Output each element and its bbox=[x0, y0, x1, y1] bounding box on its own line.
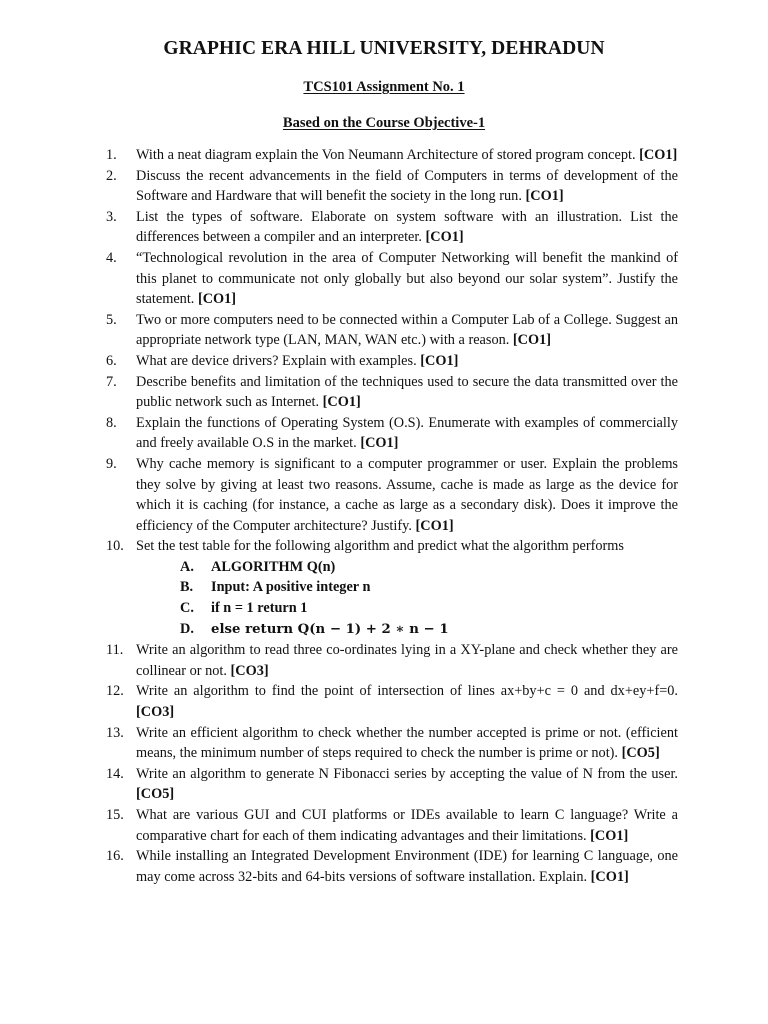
question-item bbox=[106, 166, 678, 207]
course-outcome-tag: [CO3] bbox=[136, 704, 175, 721]
question-text: Write an efficient algorithm to check whether the number accepted is prime or not. (efficient means, the minimum number of steps required to check the number is prime or not). bbox=[136, 724, 678, 762]
question-number: 13. bbox=[106, 724, 124, 741]
question-number: 1. bbox=[106, 147, 117, 163]
question-text: “Technological revolution in the area of Computer Networking will benefit the mankind of this planet to communicate not only globally but also beyond our solar system”. Justify the statement. bbox=[136, 249, 678, 308]
question-number: 5. bbox=[106, 311, 117, 328]
question-item bbox=[106, 536, 678, 640]
question-item bbox=[106, 764, 678, 805]
question-text: What are various GUI and CUI platforms or IDEs available to learn C language? Write a comparative chart for each of them indicating advantages and their limitations. bbox=[136, 807, 678, 844]
question-text: Write an algorithm to generate N Fibonacci series by accepting the value of N from the user. bbox=[136, 765, 678, 782]
algorithm-step-text: else return Q(n − 1) + 2 ∗ n − 1 bbox=[211, 621, 449, 637]
assignment-heading: TCS101 Assignment No. 1 bbox=[303, 79, 465, 95]
objective-heading: Based on the Course Objective-1 bbox=[282, 115, 486, 131]
algorithm-steps bbox=[136, 557, 678, 640]
course-outcome-tag: [CO1] bbox=[525, 188, 564, 205]
question-number: 6. bbox=[106, 352, 117, 369]
algorithm-step-text: if n = 1 return 1 bbox=[211, 600, 308, 617]
question-text: Describe benefits and limitation of the techniques used to secure the data transmitted over the public network such as Internet. bbox=[136, 373, 678, 411]
course-outcome-tag: [CO1] bbox=[639, 147, 678, 163]
algorithm-step bbox=[136, 577, 678, 598]
course-outcome-tag: [CO1] bbox=[512, 332, 552, 349]
question-text: Set the test table for the following algorithm and predict what the algorithm performs bbox=[136, 538, 624, 555]
algorithm-step bbox=[136, 598, 678, 619]
question-item bbox=[106, 372, 678, 413]
question-number: 10. bbox=[106, 538, 124, 555]
question-number: 14. bbox=[106, 765, 124, 782]
course-outcome-tag: [CO1] bbox=[590, 827, 629, 844]
question-item bbox=[106, 145, 678, 166]
course-outcome-tag: [CO1] bbox=[425, 229, 464, 246]
question-item bbox=[106, 310, 678, 351]
question-text: Write an algorithm to read three co-ordinates lying in a XY-plane and check whether they are collinear or not. bbox=[136, 642, 678, 679]
algorithm-step bbox=[136, 619, 678, 641]
question-item bbox=[106, 640, 678, 681]
algorithm-step-text: Input: A positive integer n bbox=[211, 579, 371, 596]
question-text: Why cache memory is significant to a computer programmer or user. Explain the problems they solve by giving at least two reasons. Assume, cache is made as large as the device for which it is caching (for instance, a cache as large as a secondary disk). Does it improve the efficiency of the Computer architecture? Justify. bbox=[136, 455, 678, 534]
question-item bbox=[106, 248, 678, 310]
question-text: Write an algorithm to find the point of intersection of lines ax+by+c = 0 and dx+ey+f=0. bbox=[136, 683, 678, 700]
question-number: 9. bbox=[106, 455, 117, 472]
university-title: GRAPHIC ERA HILL UNIVERSITY, DEHRADUN bbox=[163, 38, 605, 59]
question-number: 12. bbox=[106, 683, 124, 700]
question-text: Discuss the recent advancements in the field of Computers in terms of development of the Software and Hardware that will benefit the society in the long run. bbox=[136, 167, 678, 205]
algorithm-step-letter: B. bbox=[180, 579, 194, 596]
course-outcome-tag: [CO3] bbox=[230, 662, 269, 679]
algorithm-step-text: ALGORITHM Q(n) bbox=[211, 558, 336, 575]
course-outcome-tag: [CO1] bbox=[197, 291, 237, 308]
question-item bbox=[106, 454, 678, 536]
question-item bbox=[106, 846, 678, 887]
course-outcome-tag: [CO1] bbox=[322, 394, 361, 411]
question-text: Explain the functions of Operating System (O.S). Enumerate with examples of commercially and freely available O.S in the market. bbox=[136, 414, 678, 452]
course-outcome-tag: [CO5] bbox=[136, 786, 175, 803]
question-number: 15. bbox=[106, 807, 124, 823]
question-number: 4. bbox=[106, 249, 117, 266]
question-number: 7. bbox=[106, 373, 117, 390]
question-number: 11. bbox=[106, 642, 124, 659]
question-item bbox=[106, 207, 678, 248]
course-outcome-tag: [CO1] bbox=[415, 517, 454, 534]
question-text: Two or more computers need to be connected within a Computer Lab of a College. Suggest an appropriate network type (LAN, MAN, WAN etc.) with a reason. bbox=[136, 311, 678, 349]
question-list bbox=[106, 145, 678, 887]
question-item bbox=[106, 681, 678, 722]
algorithm-step-letter: C. bbox=[180, 600, 194, 617]
course-outcome-tag: [CO1] bbox=[360, 435, 399, 452]
question-number: 2. bbox=[106, 167, 117, 184]
question-text: With a neat diagram explain the Von Neumann Architecture of stored program concept. bbox=[136, 147, 636, 163]
question-text: List the types of software. Elaborate on system software with an illustration. List the differences between a compiler and an interpreter. bbox=[136, 208, 678, 246]
course-outcome-tag: [CO5] bbox=[621, 745, 660, 762]
question-item bbox=[106, 413, 678, 454]
question-text: While installing an Integrated Development Environment (IDE) for learning C language, one may come across 32-bits and 64-bits versions of software installation. Explain. bbox=[136, 848, 678, 885]
question-item bbox=[106, 723, 678, 764]
question-number: 8. bbox=[106, 414, 117, 431]
question-item bbox=[106, 351, 678, 372]
course-outcome-tag: [CO1] bbox=[420, 352, 459, 369]
question-text: What are device drivers? Explain with examples. bbox=[136, 352, 417, 369]
question-item bbox=[106, 805, 678, 846]
course-outcome-tag: [CO1] bbox=[590, 868, 629, 885]
algorithm-step bbox=[136, 557, 678, 578]
question-number: 16. bbox=[106, 848, 124, 865]
algorithm-step-letter: D. bbox=[180, 620, 194, 637]
question-number: 3. bbox=[106, 208, 117, 225]
algorithm-step-letter: A. bbox=[180, 558, 194, 575]
